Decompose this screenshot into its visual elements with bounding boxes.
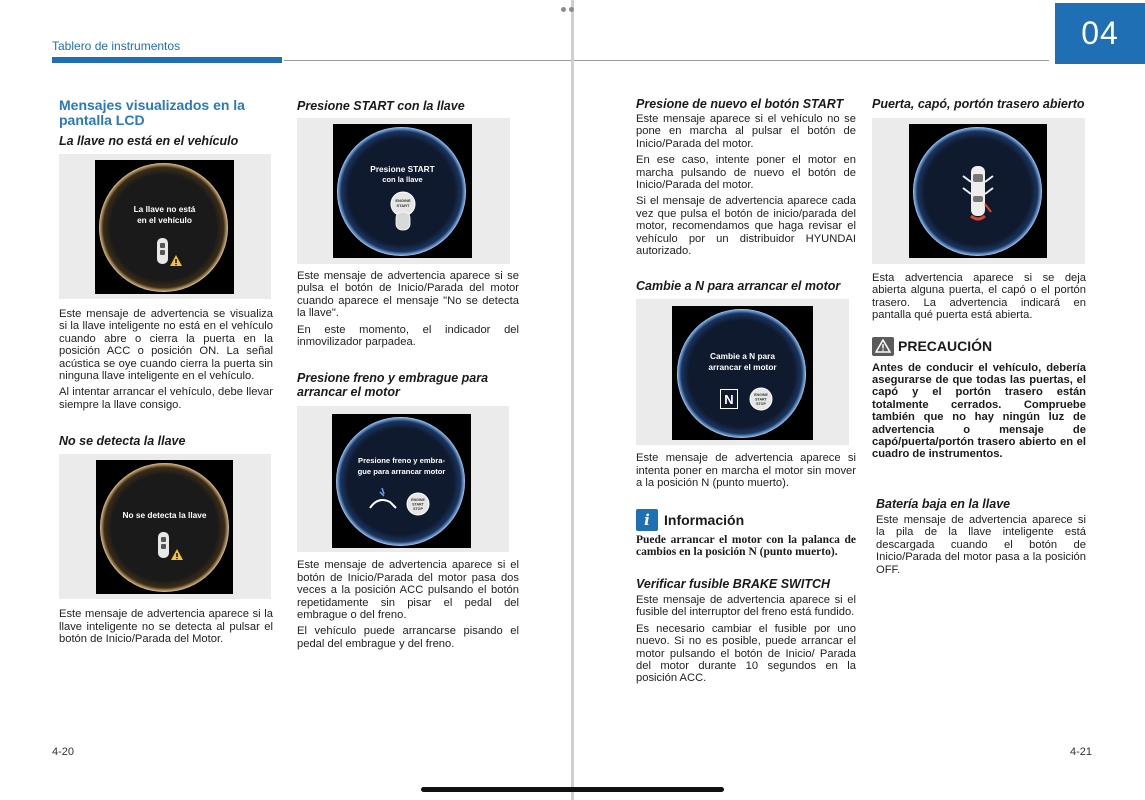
lcd-screen bbox=[333, 124, 472, 258]
lcd-screen bbox=[672, 306, 813, 440]
lcd-message-line1: Presione freno y embra- bbox=[358, 456, 445, 466]
page-number: 4-20 bbox=[52, 746, 75, 758]
car-door-open-icon bbox=[961, 160, 995, 224]
info-title: Información bbox=[664, 511, 745, 528]
start-label: START bbox=[755, 397, 767, 402]
figure-shift-to-n bbox=[636, 299, 849, 445]
right-column-1 bbox=[636, 97, 856, 685]
right-column-2 bbox=[872, 97, 1086, 576]
paragraph: Este mensaje de advertencia aparece si el fusible del interruptor del freno está fundido. bbox=[636, 593, 856, 619]
lcd-message-line1: Presione START bbox=[370, 164, 435, 174]
info-icon: i bbox=[636, 509, 658, 531]
lcd-message-line2: gue para arrancar motor bbox=[357, 467, 446, 477]
paragraph: Este mensaje aparece si el vehículo no se pone en marcha al pulsar el botón de Inicio/Parada del motor. bbox=[636, 113, 856, 150]
engine-label: ENGINE bbox=[411, 498, 425, 503]
engine-label: ENGINE bbox=[754, 393, 768, 398]
paragraph: Esta advertencia aparece si se deja abierta alguna puerta, el capó o el portón trasero. La advertencia indicará en pantalla qué puerta está abierta. bbox=[872, 272, 1086, 322]
left-column-2 bbox=[297, 99, 519, 650]
paragraph: Este mensaje de advertencia aparece si la llave inteligente no se detecta al pulsar el botón de Inicio/Parada del Motor. bbox=[59, 608, 273, 646]
paragraph: Es necesario cambiar el fusible por uno nuevo. Si no es posible, puede arrancar el motor pulsando el botón de Inicio/ Parada del motor durante 10 segundos en la posición ACC. bbox=[636, 622, 856, 685]
lcd-screen bbox=[96, 460, 233, 594]
info-box-header bbox=[636, 509, 856, 531]
subsection-title: No se detecta la llave bbox=[59, 434, 186, 449]
lcd-screen bbox=[332, 414, 471, 548]
subsection-title: Puerta, capó, portón trasero abierto bbox=[872, 97, 1085, 111]
paragraph: Si el mensaje de advertencia aparece cada vez que pulsa el botón de inicio/parada del motor, recomendamos que haga revisar el vehículo por un distribuidor HYUNDAI autorizado. bbox=[636, 195, 856, 258]
stop-label: STOP bbox=[413, 507, 423, 512]
caution-title: PRECAUCIÓN bbox=[898, 338, 993, 355]
home-indicator-bar[interactable] bbox=[421, 787, 724, 792]
paragraph: El vehículo puede arrancarse pisando el pedal del embrague y del freno. bbox=[297, 625, 519, 650]
subsection-title: Presione START con la llave bbox=[297, 99, 465, 113]
subsection-title: Presione freno y embrague para arrancar el motor bbox=[297, 371, 489, 400]
left-column-1 bbox=[59, 98, 273, 645]
lcd-message-line1: La llave no está bbox=[133, 204, 196, 214]
engine-label: ENGINE bbox=[395, 198, 411, 203]
caution-box-header bbox=[872, 337, 1086, 356]
header-rule bbox=[284, 60, 571, 61]
left-page bbox=[0, 0, 571, 800]
lcd-message-line2: arrancar el motor bbox=[708, 362, 777, 373]
lcd-message: No se detecta la llave bbox=[122, 510, 207, 521]
stop-label: STOP bbox=[756, 402, 766, 407]
subsection-title: Verificar fusible BRAKE SWITCH bbox=[636, 576, 831, 591]
start-button-with-key-icon bbox=[385, 190, 421, 232]
header-accent-bar bbox=[52, 57, 282, 63]
paragraph: Este mensaje de advertencia aparece si la pila de la llave inteligente está descargada cuando el botón de Inicio/Parada del motor pasa a la posición OFF. bbox=[876, 513, 1086, 576]
info-text: Puede arrancar el motor con la palanca de cambios en la posición N (punto muerto). bbox=[636, 533, 856, 559]
paragraph: Este mensaje de advertencia aparece si intenta poner en marcha el motor sin mover a la posición N (punto muerto). bbox=[636, 452, 856, 490]
smart-key-warning-icon bbox=[152, 530, 186, 566]
caution-text: Antes de conducir el vehículo, debería asegurarse de que todas las puertas, el capó y el portón trasero están totalmente cerrados. Compruebe también que no hay ningún luz de advertencia o mensaje de capó/puerta/portón trasero abierto en el cuadro de instrumentos. bbox=[872, 361, 1086, 461]
subsection-title: Presione de nuevo el botón START bbox=[636, 97, 844, 111]
paragraph: Este mensaje de advertencia aparece si el botón de Inicio/Parada del motor pasa dos veces a la posición ACC pulsando el botón repetidamente sin pisar el pedal del embrague o del freno. bbox=[297, 559, 519, 622]
engine-start-stop-button-icon bbox=[748, 386, 774, 412]
lcd-screen bbox=[909, 124, 1047, 258]
lcd-message-line1: Cambie a N para bbox=[709, 351, 776, 362]
paragraph: Al intentar arrancar el vehículo, debe llevar siempre la llave consigo. bbox=[59, 386, 273, 411]
gear-n-indicator: N bbox=[720, 389, 738, 409]
section-header-title: Tablero de instrumentos bbox=[52, 39, 181, 53]
lcd-message-line2: con la llave bbox=[382, 175, 423, 184]
page-number: 4-21 bbox=[1070, 746, 1093, 758]
figure-door-open bbox=[872, 118, 1085, 264]
subsection-title: Batería baja en la llave bbox=[876, 496, 1011, 511]
lcd-message-line2: en el vehículo bbox=[137, 215, 192, 225]
paragraph: Este mensaje de advertencia se visualiza si la llave inteligente no está en el vehículo cuando abre o cierra la puerta en la posición ACC o posición ON. La señal acústica se oye cuando cierra la puerta sin ninguna llave inteligente en el vehículo. bbox=[59, 308, 273, 383]
right-page bbox=[574, 0, 1145, 800]
paragraph: En este momento, el indicador del inmovilizador parpadea. bbox=[297, 323, 519, 349]
chapter-number-box: 04 bbox=[1055, 3, 1145, 64]
subsection-title: Cambie a N para arrancar el motor bbox=[636, 279, 841, 294]
lcd-screen bbox=[95, 160, 234, 294]
start-label: START bbox=[396, 203, 410, 208]
start-label: START bbox=[412, 502, 424, 507]
figure-press-brake-clutch bbox=[297, 406, 509, 552]
header-rule bbox=[574, 60, 1049, 61]
subsection-title: La llave no está en el vehículo bbox=[59, 134, 239, 148]
pedal-and-start-icon bbox=[366, 482, 438, 518]
smart-key-warning-icon bbox=[151, 236, 185, 272]
figure-press-start-with-key bbox=[297, 118, 510, 264]
warning-triangle-icon bbox=[872, 337, 894, 356]
paragraph: Este mensaje de advertencia aparece si se pulsa el botón de Inicio/Parada del motor cuando aparece el mensaje "No se detecta la llave". bbox=[297, 270, 519, 320]
figure-key-not-in-vehicle bbox=[59, 154, 271, 299]
main-section-title: Mensajes visualizados en la pantalla LCD bbox=[59, 97, 245, 128]
figure-key-not-detected bbox=[59, 454, 271, 599]
paragraph: En ese caso, intente poner el motor en marcha pulsando de nuevo el botón de Inicio/Parada del motor. bbox=[636, 154, 856, 192]
